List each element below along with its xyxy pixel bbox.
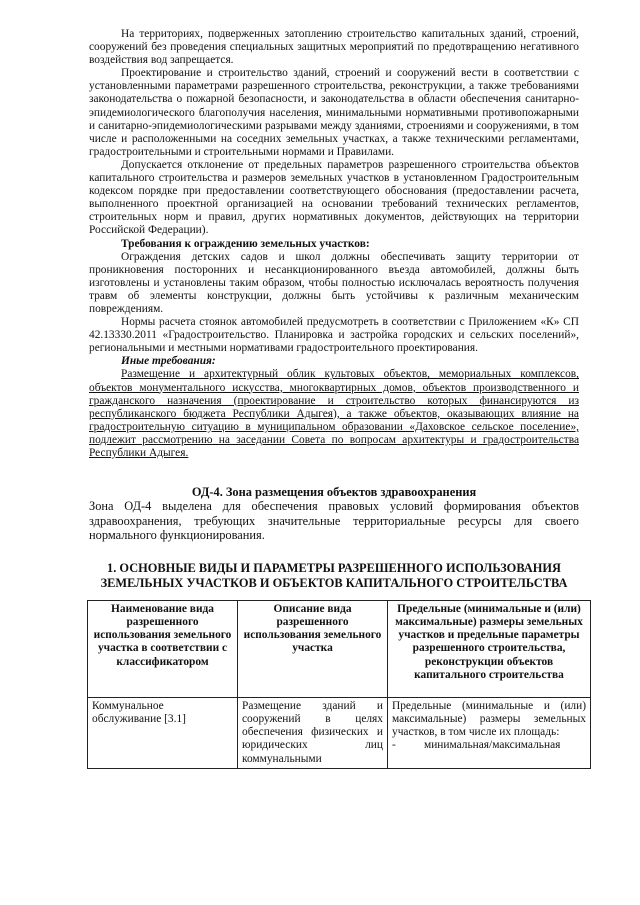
document-page [89,28,586,769]
parameters-intro: Предельные (минимальные и (или) максимальные) размеры земельных участков, в том числе их площадь: [392,700,586,739]
design-paragraph: Проектирование и строительство зданий, строений и сооружений вести в соответствии с установленными параметрами разрешенного строительства, реконструкции, а также требованиями законодательства о пожарной безопасности, и законодательства в области обеспечения санитарно-эпидемиологического благополучия населения, минимальными нормативными противопожарными и санитарно-эпидемиологическими разрывами между зданиями, строениями и сооружениями, в том числе и расположенными на соседних земельных участках, а также техническими регламентами, градостроительными и строительными нормами и Правилами. [89,67,579,158]
parameters-item-text: минимальная/максимальная [424,739,561,752]
zone-title: ОД-4. Зона размещения объектов здравоохранения [191,485,477,500]
list-dash: - [392,739,396,752]
cell-use-parameters [388,698,591,768]
parking-paragraph: Нормы расчета стоянок автомобилей предусмотреть в соответствии с Приложением «К» СП 42.13330.2011 «Градостроительство. Планировка и застройка городских и сельских поселений», региональными и местными нормативами градостроительного проектирования. [89,316,579,355]
zone-description: Зона ОД-4 выделена для обеспечения правовых условий формирования объектов здравоохранения, требующих значительные территориальные ресурсы для своего нормального функционирования. [89,499,579,543]
section-title: 1. ОСНОВНЫЕ ВИДЫ И ПАРАМЕТРЫ РАЗРЕШЕННОГО ИСПОЛЬЗОВАНИЯ ЗЕМЕЛЬНЫХ УЧАСТКОВ И ОБЪЕКТОВ КАПИТАЛЬНОГО СТРОИТЕЛЬСТВА [100,560,568,590]
flood-paragraph: На территориях, подверженных затоплению строительство капитальных зданий, строений, сооружений без проведения специальных защитных мероприятий по предотвращению негативного воздействия вод запрещается. [89,28,579,67]
cell-use-description: Размещение зданий и сооружений в целях обеспечения физических и юридических лиц коммунальными [238,698,388,768]
parameters-list-item [392,739,586,752]
column-header-description: Описание вида разрешенного использования земельного участка [238,601,388,698]
column-header-parameters: Предельные (минимальные и (или) максимальные) размеры земельных участков и предельные параметры разрешенного строительства, реконструкции объектов капитального строительства [388,601,591,698]
land-use-table [87,600,591,768]
table-row [88,698,591,768]
column-header-name: Наименование вида разрешенного использования земельного участка в соответствии с классификатором [88,601,238,698]
cell-use-name: Коммунальное обслуживание [3.1] [88,698,238,768]
fence-paragraph: Ограждения детских садов и школ должны обеспечивать защиту территории от проникновения посторонних и несанкционированного въезда автомобилей, должны быть изготовлены и установлены таким образом, чтобы полностью исключалась вероятность получения травм об элементы конструкции, должны быть устойчивы к различным механическим повреждениям. [89,250,579,315]
other-heading: Иные требования: [121,355,216,368]
fence-heading: Требования к ограждению земельных участков: [121,237,370,250]
deviation-paragraph: Допускается отклонение от предельных параметров разрешенного строительства объектов капитального строительства и размеров земельных участков в установленном Градостроительным кодексом порядке при предоставлении соответствующего обоснования (предоставлении расчета, выполненного проектной организацией на основании требований технических регламентов, строительных норм и правил, других нормативных документов, действующих на территории Российской Федерации). [89,158,579,237]
other-paragraph: Размещение и архитектурный облик культовых объектов, мемориальных комплексов, объектов монументального искусства, многоквартирных домов, объектов производственного и гражданского назначения (проектирование и строительство которых финансируются из республиканского бюджета Республики Адыгея), а также объектов, оказывающих влияние на градостроительную ситуацию в муниципальном образовании «Даховское сельское поселение», подлежит рассмотрению на заседании Совета по вопросам архитектуры и градостроительства Республики Адыгея. [89,368,579,459]
table-header-row [88,601,591,698]
